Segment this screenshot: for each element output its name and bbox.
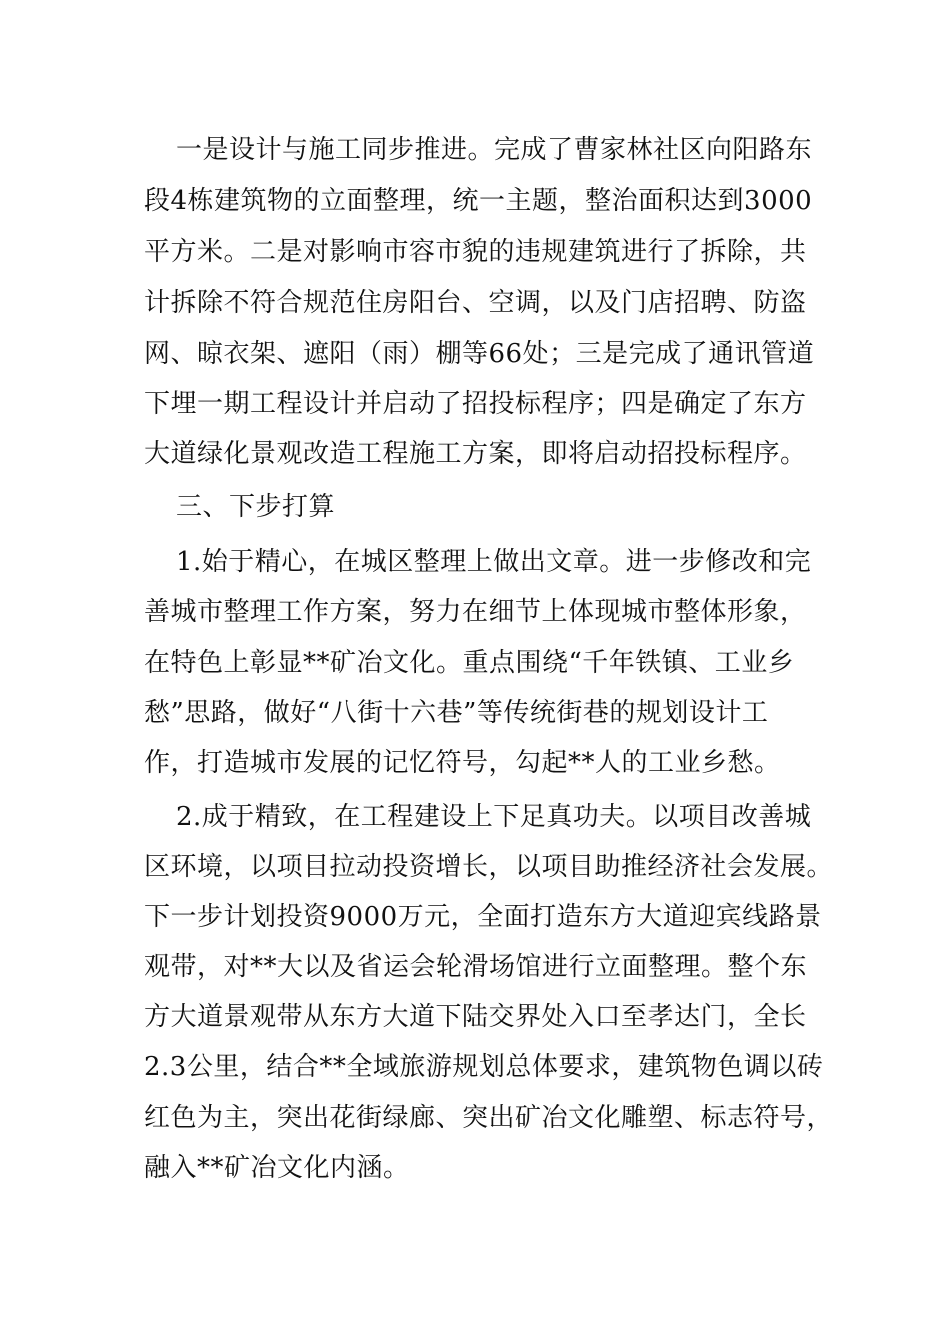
paragraph-3-line-5: 方大道景观带从东方大道下陆交界处入口至孝达门，全长: [144, 1002, 807, 1032]
paragraph-1-line-4: 计拆除不符合规范住房阳台、空调，以及门店招聘、防盗: [144, 288, 807, 318]
paragraph-1-line-5: 网、晾衣架、遮阳（雨）棚等66处；三是完成了通讯管道: [144, 339, 815, 369]
paragraph-3-line-1: 2.成于精致，在工程建设上下足真功夫。以项目改善城: [176, 802, 812, 832]
paragraph-2-line-1: 1.始于精心，在城区整理上做出文章。进一步修改和完: [176, 547, 812, 577]
paragraph-3-line-3: 下一步计划投资9000万元，全面打造东方大道迎宾线路景: [144, 902, 822, 932]
paragraph-3-line-8: 融入**矿冶文化内涵。: [144, 1153, 410, 1183]
paragraph-2-line-4: 愁”思路，做好“八街十六巷”等传统街巷的规划设计工: [144, 698, 769, 728]
paragraph-1-line-2: 段4栋建筑物的立面整理，统一主题，整治面积达到3000: [144, 186, 813, 216]
section-heading: 三、下步打算: [176, 492, 336, 522]
paragraph-1-line-1: 一是设计与施工同步推进。完成了曹家林社区向阳路东: [176, 135, 813, 165]
paragraph-1-line-7: 大道绿化景观改造工程施工方案，即将启动招投标程序。: [144, 439, 807, 469]
paragraph-1-line-6: 下埋一期工程设计并启动了招投标程序；四是确定了东方: [144, 389, 807, 419]
paragraph-1-line-3: 平方米。二是对影响市容市貌的违规建筑进行了拆除，共: [144, 237, 807, 267]
paragraph-3-line-4: 观带，对**大以及省运会轮滑场馆进行立面整理。整个东: [144, 952, 808, 982]
paragraph-2-line-3: 在特色上彰显**矿冶文化。重点围绕“千年铁镇、工业乡: [144, 648, 795, 678]
paragraph-2-line-5: 作，打造城市发展的记忆符号，勾起**人的工业乡愁。: [144, 748, 781, 778]
paragraph-3-line-6: 2.3公里，结合**全域旅游规划总体要求，建筑物色调以砖: [144, 1052, 824, 1082]
paragraph-2-line-2: 善城市整理工作方案，努力在细节上体现城市整体形象，: [144, 597, 807, 627]
paragraph-3-line-7: 红色为主，突出花街绿廊、突出矿冶文化雕塑、标志符号，: [144, 1103, 834, 1133]
paragraph-3-line-2: 区环境，以项目拉动投资增长，以项目助推经济社会发展。: [144, 852, 834, 882]
